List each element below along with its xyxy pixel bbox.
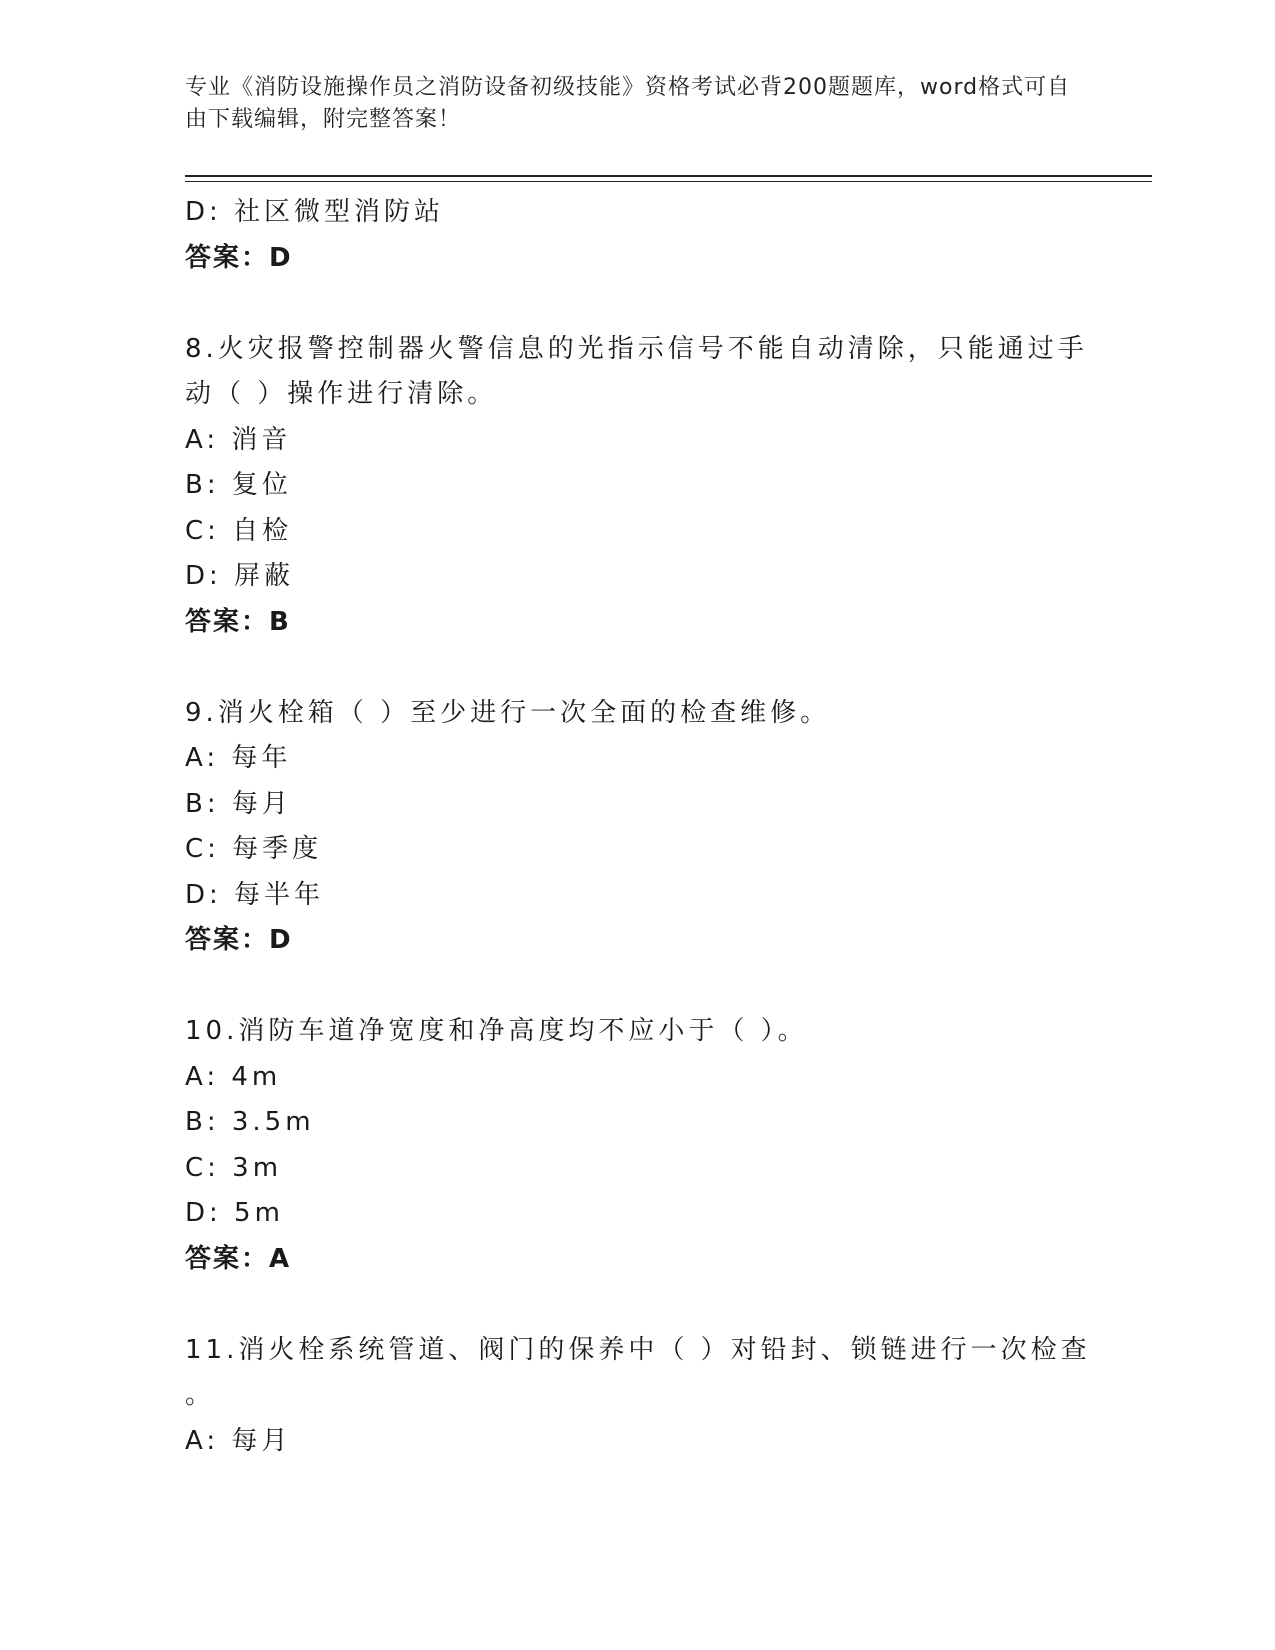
- question-11-option-a: A: 每月: [185, 1425, 292, 1456]
- question-10-answer: 答案：A: [185, 1243, 292, 1274]
- question-8-answer: 答案：B: [185, 606, 291, 637]
- question-11-stem-line-2: 。: [185, 1380, 216, 1410]
- answer-line: 答案：D: [185, 242, 293, 273]
- question-list: [185, 190, 1091, 1464]
- question-9-answer: 答案：D: [185, 925, 293, 955]
- header-divider-thin: [185, 181, 1152, 182]
- question-10-option-b: B: 3.5m: [185, 1107, 315, 1137]
- question-9-option-b: B: 每月: [185, 788, 292, 819]
- spacer: [185, 281, 1085, 327]
- question-10-option-d: D: 5m: [185, 1198, 284, 1228]
- question-8-stem-line-1: 8.火灾报警控制器火警信息的光指示信号不能自动清除，只能通过手: [185, 333, 1088, 364]
- question-8-option-a: A: 消音: [185, 424, 292, 455]
- question-11-stem-line-1: 11.消火栓系统管道、阀门的保养中（ ）对铅封、锁链进行一次检查: [185, 1334, 1091, 1365]
- question-9-option-c: C: 每季度: [185, 834, 323, 864]
- document-header: 专业《消防设施操作员之消防设备初级技能》资格考试必背200题题库，word格式可自由下载编辑，附完整答案！: [185, 75, 1071, 132]
- question-8-option-d: D: 屏蔽: [185, 561, 295, 591]
- question-8-stem-line-2: 动（ ）操作进行清除。: [185, 379, 498, 409]
- question-10-option-c: C: 3m: [185, 1152, 283, 1183]
- question-10-option-a: A: 4m: [185, 1061, 282, 1092]
- spacer: [185, 1282, 1085, 1328]
- option-d: D: 社区微型消防站: [185, 197, 445, 227]
- spacer: [185, 964, 1085, 1010]
- question-9-option-a: A: 每年: [185, 743, 292, 773]
- question-9-stem: 9.消火栓箱（ ）至少进行一次全面的检查维修。: [185, 697, 831, 728]
- question-8-option-b: B: 复位: [185, 470, 292, 500]
- question-9-option-d: D: 每半年: [185, 879, 325, 910]
- spacer: [185, 645, 1085, 691]
- header-divider: [185, 175, 1152, 177]
- question-10-stem: 10.消防车道净宽度和净高度均不应小于（ ）。: [185, 1016, 808, 1046]
- question-8-option-c: C: 自检: [185, 515, 293, 546]
